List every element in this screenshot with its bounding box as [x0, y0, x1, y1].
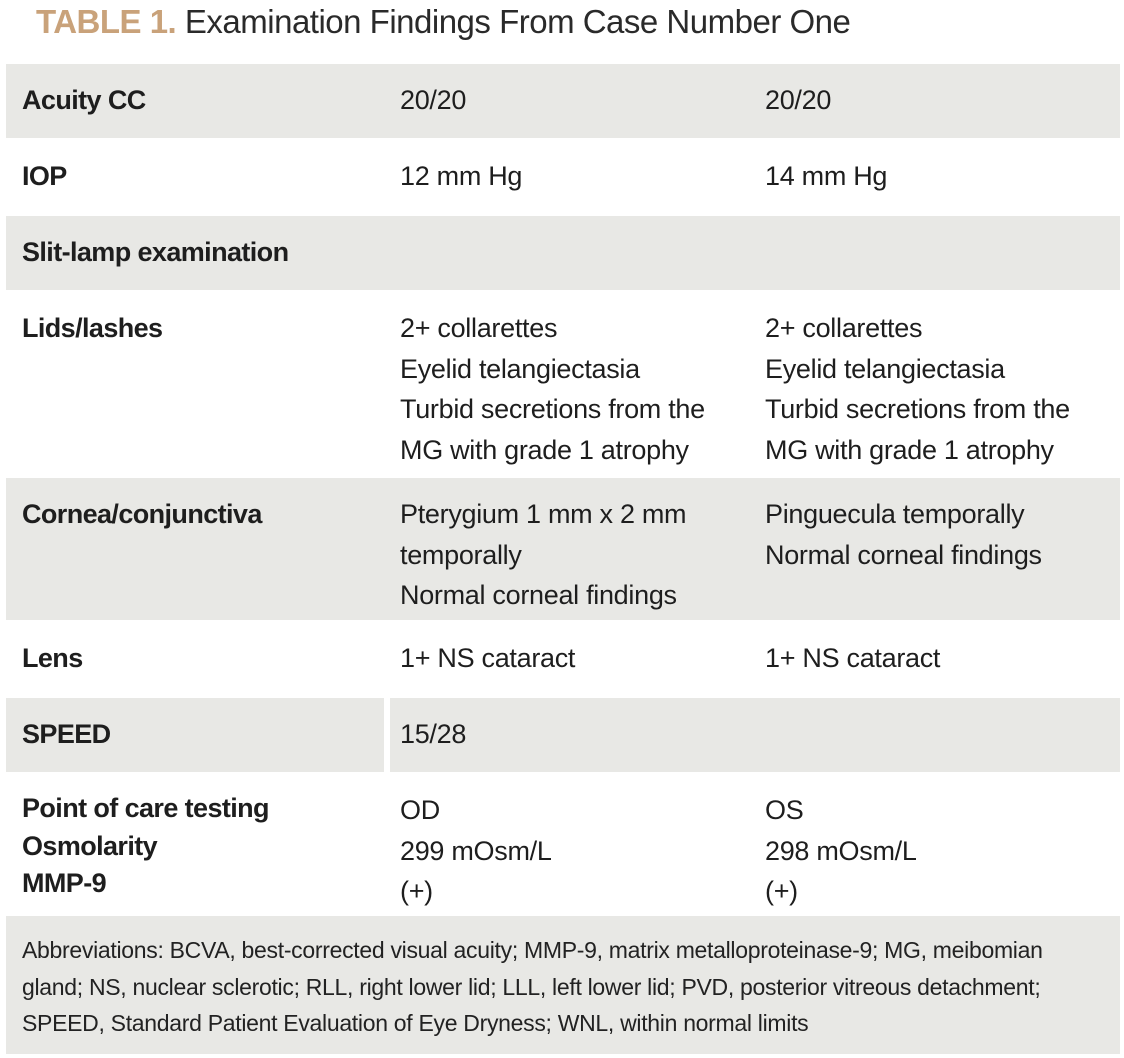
os-value: Pinguecula temporally Normal corneal findings: [765, 499, 1042, 570]
table-row: [6, 478, 1120, 622]
od-value: 1+ NS cataract: [400, 643, 576, 673]
table-row-section-header: [6, 216, 1120, 292]
row-label: Acuity CC: [22, 85, 146, 115]
row-label: Lens: [22, 643, 83, 673]
row-label: Lids/lashes: [22, 313, 163, 343]
abbreviations-footnote: Abbreviations: BCVA, best-corrected visual acuity; MMP-9, matrix metalloproteinase-9; MG, meibomian gland; NS, nuclear sclerotic; RLL, right lower lid; LLL, left lower lid; PVD, posterior vitreous detachment; SPEED, Standard Patient Evaluation of Eye Dryness; WNL, within normal limits: [6, 916, 1120, 1054]
os-value: 2+ collarettes Eyelid telangiectasia Turbid secretions from the MG with grade 1 atrophy: [765, 313, 1070, 465]
row-label: Slit-lamp examination: [22, 237, 289, 267]
table-row: [6, 698, 1120, 774]
os-value: 1+ NS cataract: [765, 643, 941, 673]
table-number: TABLE 1.: [36, 3, 177, 40]
od-value: 2+ collarettes Eyelid telangiectasia Turbid secretions from the MG with grade 1 atrophy: [400, 313, 705, 465]
table-row: [6, 64, 1120, 140]
table-row: [6, 292, 1120, 478]
os-value: 14 mm Hg: [765, 161, 888, 191]
table-row: [6, 774, 1120, 918]
os-value: 20/20: [765, 85, 832, 115]
ou-value: 15/28: [400, 719, 467, 749]
od-value: 12 mm Hg: [400, 161, 523, 191]
row-label: Cornea/conjunctiva: [22, 499, 262, 529]
table-row: [6, 140, 1120, 216]
findings-table: [6, 64, 1120, 918]
od-value: Pterygium 1 mm x 2 mm temporally Normal corneal findings: [400, 499, 687, 610]
od-value: 20/20: [400, 85, 467, 115]
table-row: [6, 622, 1120, 698]
od-value: OD 299 mOsm/L (+): [400, 795, 552, 906]
os-value: OS 298 mOsm/L (+): [765, 795, 917, 906]
row-label: SPEED: [22, 719, 111, 749]
table-caption: Examination Findings From Case Number One: [184, 3, 851, 40]
row-label: Point of care testing Osmolarity MMP-9: [22, 793, 269, 898]
table-title: [36, 0, 850, 44]
row-label: IOP: [22, 161, 67, 191]
